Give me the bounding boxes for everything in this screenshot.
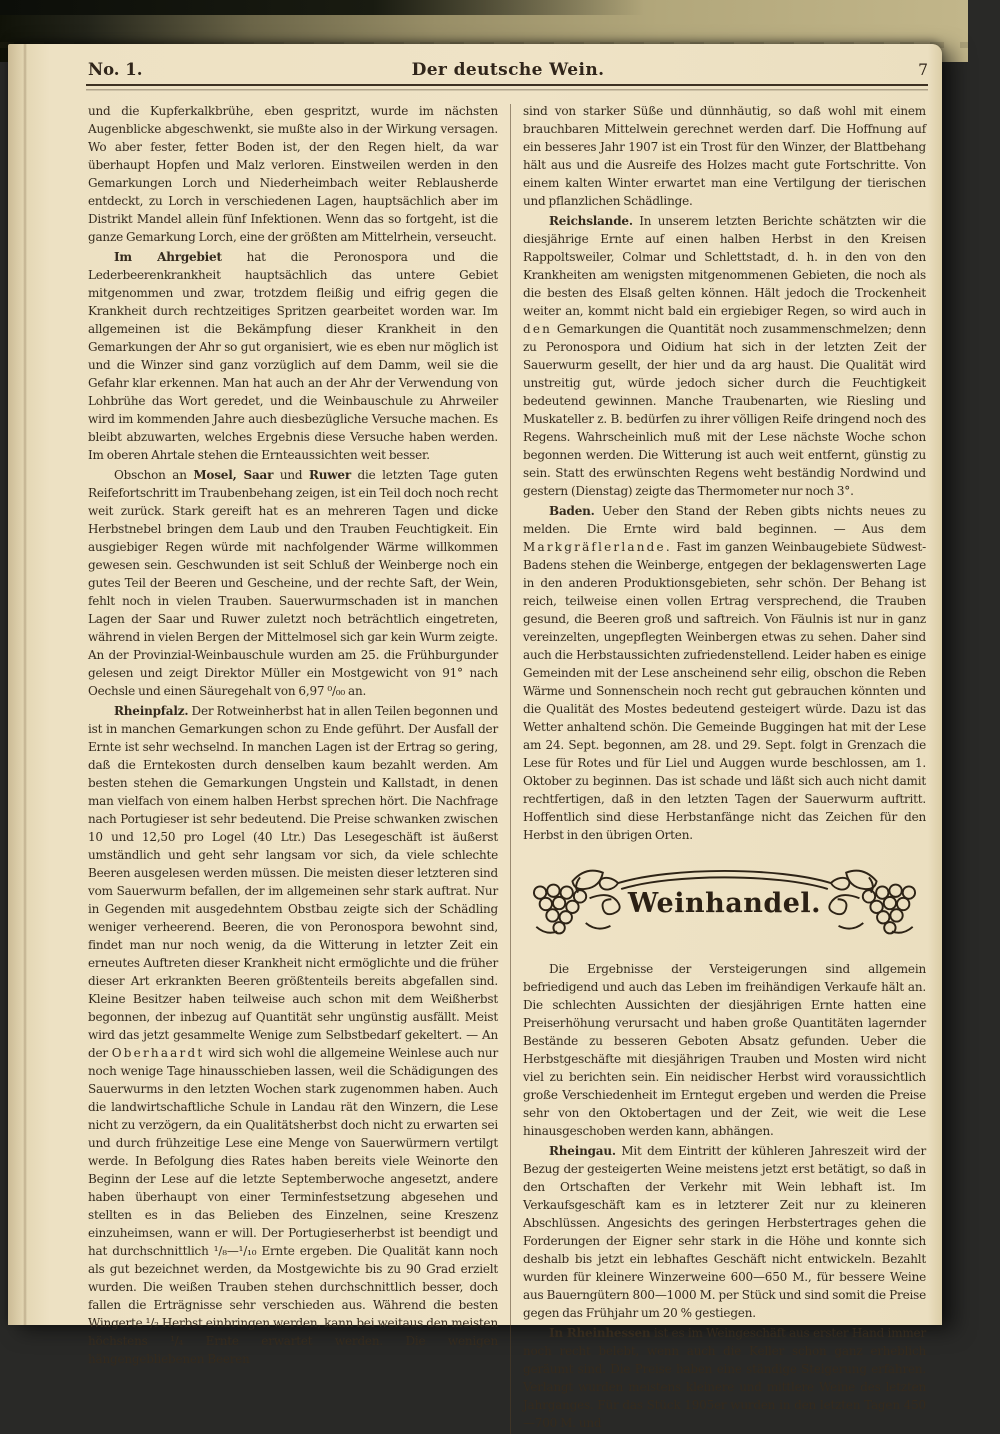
paragraph [523, 212, 926, 500]
page-number: 7 [918, 61, 928, 79]
paragraph-lead: Baden. [549, 504, 595, 518]
journal-title: Der deutsche Wein. [411, 60, 605, 80]
paragraph-text: und die Kupferkalkbrühe, eben gespritzt, wurde im nächsten Augenblicke abgeschwenkt, sie mußte also in der Wirkung versagen. Wo aber fester, fetter Boden ist, der den Regen hielt, da war überhaupt Hopfen und Malz verloren. Einstweilen werden in den Gemarkungen Lorch und Niederheimbach weiter Reblausherde entdeckt, zu Lorch in verschiedenen Lagen, hauptsächlich aber im Distrikt Mandel allein fünf Infektionen. Wenn das so fortgeht, ist die ganze Gemarkung Lorch, eine der größten am Mittelrhein, verseucht. [88, 104, 498, 244]
paragraph-text: den [523, 322, 553, 336]
paragraph [523, 102, 926, 210]
newspaper-page [8, 44, 942, 1430]
right-column-bottom [523, 960, 926, 1432]
section-divider [523, 856, 926, 952]
right-column [523, 102, 926, 1434]
paragraph-text: Die Ergebnisse der Versteigerungen sind allgemein befriedigend und auch das Leben im freihändigen Verkaufe hält an. Die schlechten Aussichten der diesjährigen Ernte hatten eine Preiserhöhung verursacht und haben große Quantitäten lagernder Bestände zu besseren Geboten Absatz gefunden. Ueber die Herbstgeschäfte mit diesjährigen Trauben und Mosten wird nicht viel zu berichten sein. Ein neidischer Herbst wird voraussichtlich große Verschiedenheit im Erntegut ergeben und werden die Preise sehr von den Oktobertagen und der Zeit, wie weit die Lese hinausgeschoben werden kann, abhängen. [523, 962, 926, 1138]
paragraph-text: wird sich wohl die allgemeine Weinlese auch nur noch wenige Tage hinausschieben lassen, weil die Schädigungen des Sauerwurms in den letzten Wochen stark zugenommen haben. Auch die landwirtschaftliche Schule in Landau rät den Winzern, die Lese nicht zu verzögern, da ein Qualitätsherbst doch nicht zu erwarten sei und durch frühzeitige Lese eine Menge von Sauerwürmern vertilgt werde. In Befolgung dies Rates haben bereits viele Weinorte den Beginn der Lese auf die letzte Septemberwoche angesetzt, andere haben überhaupt von einer Terminfestsetzung abgesehen und stellten es in das Belieben des Einzelnen, seine Kreszenz einzuheimsen, wann er will. Der Portugieserherbst ist beendigt und hat durchschnittlich ¹/₈—¹/₁₀ Ernte ergeben. Die Qualität kann noch als gut bezeichnet werden, da Mostgewichte bis zu 90 Grad erzielt wurden. Die weißen Trauben stehen durchschnittlich besser, doch fallen die Erträgnisse sehr verschieden aus. Während die besten Wingerte ¹/₂ Herbst einbringen werden, kann bei weitaus den meisten höchstens ¹/₄ Ernte erwartet werden. Die wenigen hängengebliebenen Beeren [88, 1046, 498, 1366]
paragraph-lead: Mosel, Saar [193, 468, 274, 482]
paragraph-text: und [273, 468, 309, 482]
paragraph [88, 102, 498, 246]
paragraph-text: hat die Peronospora und die Lederbeerenkrankheit hauptsächlich das untere Gebiet mitgenommen und zwar, trotzdem fleißig und eifrig gegen die Krankheit durch rechtzeitiges Spritzen gearbeitet worden war. Im allgemeinen ist die Bekämpfung dieser Krankheit in den Gemarkungen der Ahr so gut organisiert, wie es eben nur möglich ist und die Winzer sind ganz vorzüglich auf dem Damm, weil sie die Gefahr klar erkennen. Man hat auch an der Ahr der Verwendung von Lohbrühe das Wort geredet, und die Weinbauschule zu Ahrweiler wird im kommenden Jahre auch diesbezügliche Versuche machen. Es bleibt abzuwarten, welches Ergebnis diese Versuche haben werden. Im oberen Ahrtale stehen die Ernteaussichten weit besser. [88, 250, 498, 462]
paragraph [523, 960, 926, 1140]
right-column-top [523, 102, 926, 844]
paragraph [88, 466, 498, 700]
paragraph [523, 1324, 926, 1432]
issue-number: No. 1. [88, 60, 143, 79]
paragraph-text: Der Rotweinherbst hat in allen Teilen begonnen und ist in manchen Gemarkungen schon zu Ende geführt. Der Ausfall der Ernte ist sehr wechselnd. In manchen Lagen ist der Ertrag so gering, daß die Erntekosten durch denselben kaum bezahlt werden. Am besten stehen die Gemarkungen Ungstein und Kallstadt, in denen man vielfach von einem halben Herbst sprechen hört. Die Nachfrage nach Portugieser ist sehr bedeutend. Die Preise schwanken zwischen 10 und 12,50 pro Logel (40 Ltr.) Das Lesegeschäft ist äußerst umständlich und geht sehr langsam vor sich, da viele schlechte Beeren ausgelesen werden müssen. Die meisten dieser letzteren sind vom Sauerwurm befallen, der im allgemeinen sehr stark auftrat. Nur in Gegenden mit ausgedehntem Obstbau zeigte sich der Schädling weniger verheerend. Beeren, die von Peronospora bewohnt sind, findet man nur noch wenig, da die Witterung in letzter Zeit ein erneutes Auftreten dieser Krankheit nicht ermöglichte und die früher dieser Art erkrankten Beeren größtenteils bereits abgefallen sind. Kleine Besitzer haben teilweise auch schon mit dem Weißherbst begonnen, der inbezug auf Quantität sehr ungünstig ausfällt. Meist wird das jetzt gesammelte Wenige zum Selbstbedarf gekeltert. — An der [88, 704, 498, 1060]
paragraph-text: Markgräflerlande. [523, 540, 672, 554]
paragraph-text: Gemarkungen die Quantität noch zusammenschmelzen; denn zu Peronospora und Oidium hat sich in der letzten Zeit der Sauerwurm gesellt, der hier und da arg haust. Die Qualität wird unstreitig gut, würde jedoch sicher durch die Feuchtigkeit bedeutend gewinnen. Manche Traubenarten, wie Riesling und Muskateller z. B. bedürfen zu ihrer völligen Reife dringend noch des Regens. Wahrscheinlich muß mit der Lese nächste Woche schon begonnen werden. Die Witterung ist auch weit entfernt, günstig zu sein. Statt des erwünschten Regens weht beständig Nordwind und gestern (Dienstag) zeigte das Thermometer nur noch 3°. [523, 322, 926, 498]
paragraph-lead: Reichslande. [549, 214, 633, 228]
text-columns [88, 102, 926, 1434]
paragraph-text: die letzten Tage guten Reifefortschritt im Traubenbehang zeigen, ist ein Teil doch noch recht weit zurück. Stark gereift hat es an mehreren Tagen und dicke Herbstnebel bringen dem Laub und den Trauben Feuchtigkeit. Ein ausgiebiger Regen würde mit nachfolgender Wärme willkommen gewesen sein. Geschwunden ist seit Schluß der Weinberge noch ein gutes Teil der Beeren und Gescheine, und der rechte Saft, der Wein, fehlt noch in vielen Trauben. Sauerwurmschaden ist in manchen Lagen der Saar und Ruwer zuletzt noch beträchtlich eingetreten, während in vielen Bergen der Mittelmosel sich gar kein Wurm zeigte. An der Provinzial-Weinbauschule wurden am 25. die Frühburgunder gelesen und zeigt Direktor Müller ein Mostgewicht von 91° nach Oechsle und einen Säuregehalt von 6,97 ⁰/₀₀ an. [88, 468, 498, 698]
paragraph-lead: Im Ahrgebiet [114, 250, 222, 264]
paragraph-text: Ueber den Stand der Reben gibts nichts neues zu melden. Die Ernte wird bald beginnen. — Aus dem [523, 504, 926, 536]
paragraph-lead: Rheinpfalz. [114, 704, 189, 718]
paragraph-text: Fast im ganzen Weinbaugebiete Südwest-Badens stehen die Weinberge, entgegen der beklagenswerten Lage in den anderen Produktionsgebieten, sehr schön. Der Behang ist reich, teilweise einen vollen Ertrag versprechend, die Trauben gesund, die Beeren groß und saftreich. Von Fäulnis ist nur in ganz vereinzelten, ungepflegten Weinbergen etwas zu sehen. Daher sind auch die Herbstaussichten zufriedenstellend. Leider haben es einige Gemeinden mit der Lese anscheinend sehr eilig, obschon die Reben Wärme und Sonnenschein noch recht gut gebrauchen könnten und die Qualität des Mostes bedeutend gesteigert würde. Dazu ist das Wetter anhaltend schön. Die Gemeinde Buggingen hat mit der Lese am 24. Sept. begonnen, am 28. und 29. Sept. folgt in Grenzach die Lese für Rotes und für Liel und Auggen wurde beschlossen, am 1. Oktober zu beginnen. Das ist schade und läßt sich auch nicht damit rechtfertigen, daß in den letzten Tagen der Sauerwurm auftritt. Hoffentlich sind diese Herbstanfänge nicht das Zeichen für den Herbst in den übrigen Orten. [523, 540, 926, 842]
paragraph-text: Obschon an [114, 468, 194, 482]
paragraph-text: sind von starker Süße und dünnhäutig, so daß wohl mit einem brauchbaren Mittelwein gerechnet werden darf. Die Hoffnung auf ein besseres Jahr 1907 ist ein Trost für den Winzer, der Blattbehang hält aus und die Ausreife des Holzes macht gute Fortschritte. Von einem kalten Winter erwartet man eine Vertilgung der tierischen und pflanzlichen Schädlinge. [523, 104, 926, 208]
paragraph-text: ist es im Weingeschäft aus erster Hand immer noch recht belebt, wenn auch die Keller schon ganz erheblich geräumt sind. Die Preise haben eine ständige Steigerung erfahren. Verlangt wurden meistens kleinere und mittlere Weine des letzten Jahrganges. Für das Stück 1905er wurden in den letzten Tagen 450—700 M. und [523, 1326, 926, 1430]
paragraph-text: Mit dem Eintritt der kühleren Jahreszeit wird der Bezug der gesteigerten Weine meistens jetzt erst betätigt, so daß in den Ortschaften der Verkehr mit Wein lebhaft ist. Im Verkaufsgeschäft kam es in letzterer Zeit nur zu kleineren Abschlüssen. Angesichts des geringen Herbstertrages gehen die Forderungen der Eigner sehr stark in die Höhe und konnte sich deshalb bis jetzt ein lebhaftes Geschäft nicht entwickeln. Bezahlt wurden für kleinere Winzerweine 600—650 M., für bessere Weine aus Bauerngütern 800—1000 M. per Stück und sind somit die Preise gegen das Frühjahr um 20 % gestiegen. [523, 1144, 926, 1320]
section-title: Weinhandel. [627, 888, 822, 919]
paragraph [88, 702, 498, 1368]
paragraph-text: In unserem letzten Berichte schätzten wir die diesjährige Ernte auf einen halben Herbst in den Kreisen Rappoltsweiler, Colmar und Schlettstadt, d. h. in den von den Krankheiten am wenigsten mitgenommenen Gebieten, die noch als die besten des Elsaß gelten können. Hält jedoch die Trockenheit weiter an, kommt nicht bald ein ergiebiger Regen, so wird auch in [523, 214, 926, 318]
paragraph-text: Oberhaardt [111, 1046, 205, 1060]
column-divider [510, 104, 511, 1434]
paragraph-lead: Ruwer [308, 468, 351, 482]
left-column [88, 102, 498, 1434]
paragraph-lead: In Rheinhessen [549, 1326, 651, 1340]
page-crease [23, 44, 27, 1325]
paragraph [88, 248, 498, 464]
page-header [88, 60, 928, 80]
paragraph [523, 502, 926, 844]
paragraph-lead: Rheingau. [549, 1144, 616, 1158]
paragraph [523, 1142, 926, 1322]
header-rule [86, 84, 928, 89]
